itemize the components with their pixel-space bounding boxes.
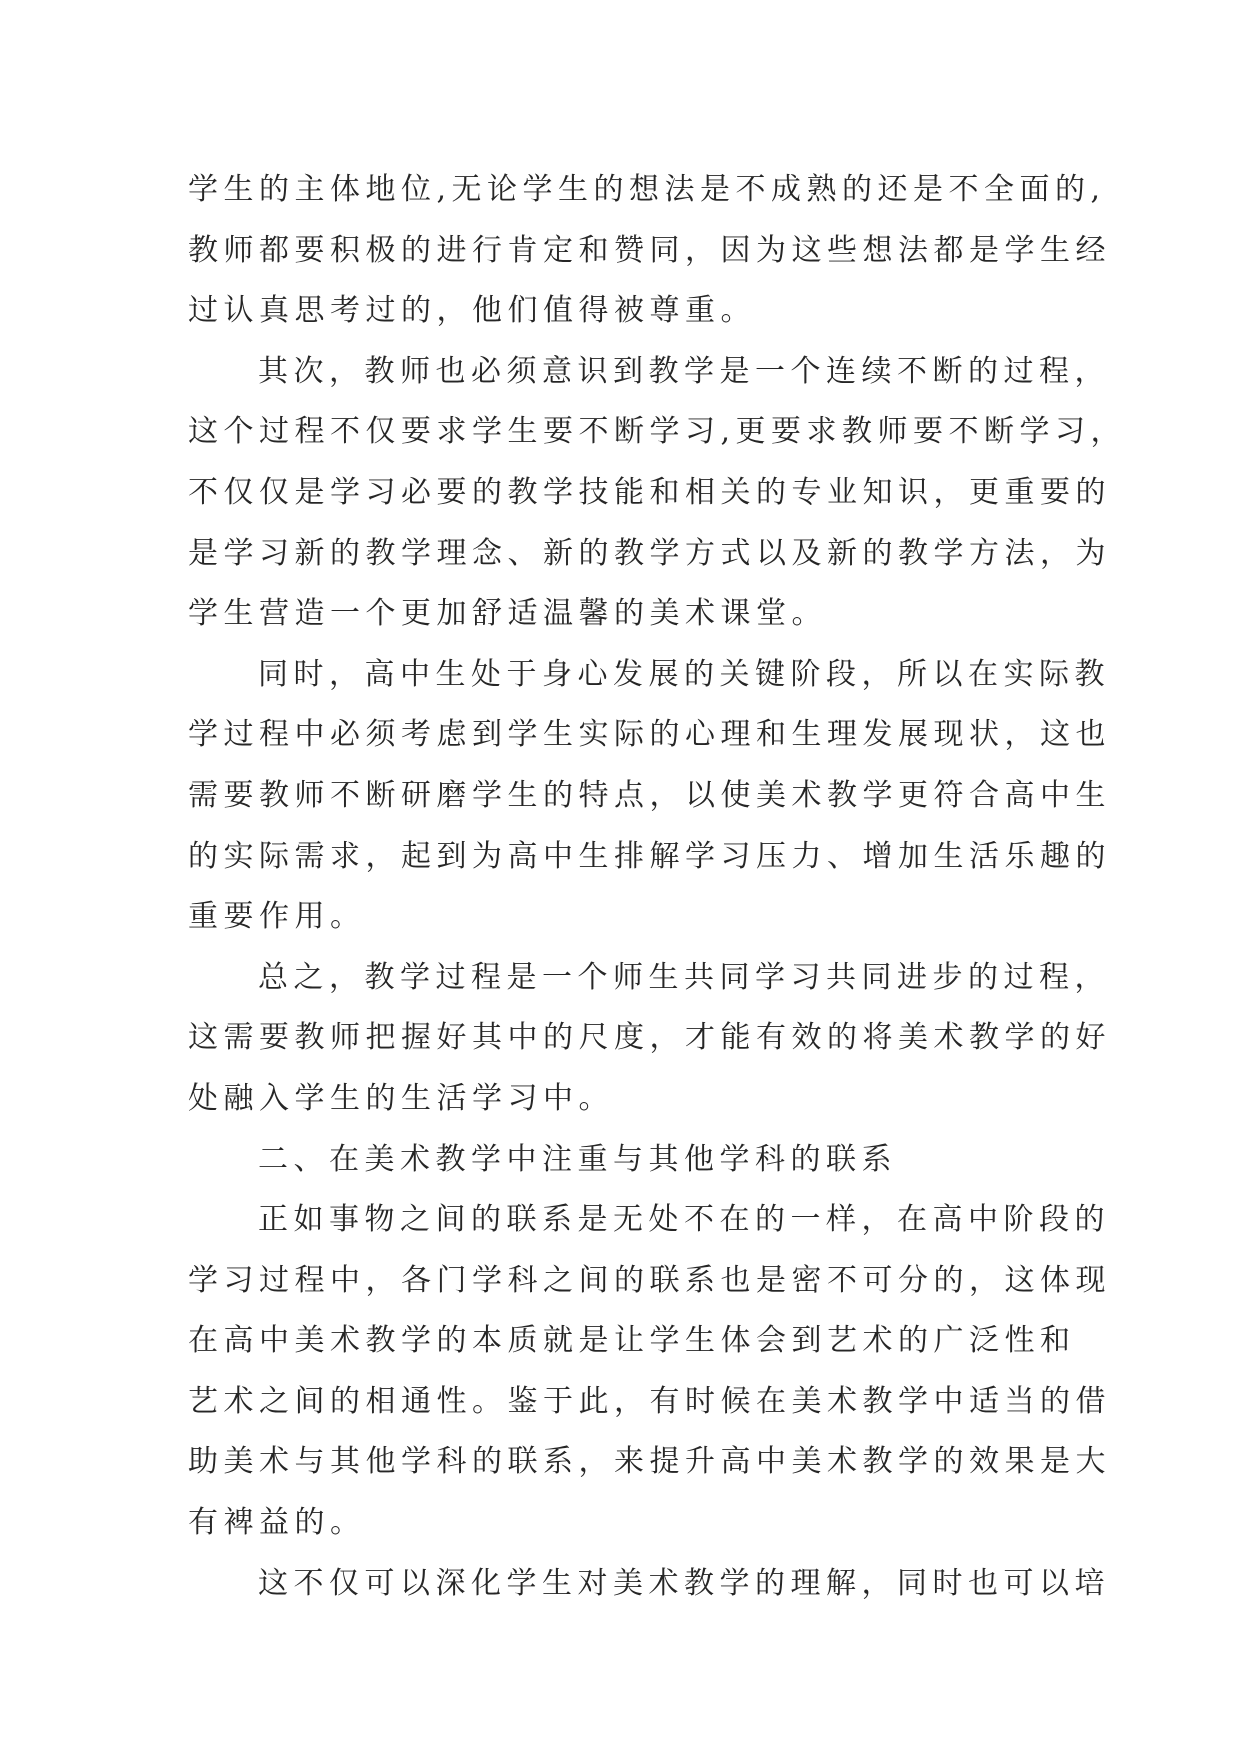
text-line: 在高中美术教学的本质就是让学生体会到艺术的广泛性和 xyxy=(188,1323,1076,1359)
text-line: 有裨益的。 xyxy=(188,1505,366,1541)
text-line: 这不仅可以深化学生对美术教学的理解，同时也可以培 xyxy=(258,1565,1110,1601)
text-line: 教师都要积极的进行肯定和赞同，因为这些想法都是学生经 xyxy=(188,232,1111,268)
text-line: 其次，教师也必须意识到教学是一个连续不断的过程， xyxy=(258,353,1110,389)
text-line: 重要作用。 xyxy=(188,899,366,935)
text-line: 学习过程中，各门学科之间的联系也是密不可分的，这体现 xyxy=(188,1262,1111,1298)
text-line: 过认真思考过的，他们值得被尊重。 xyxy=(188,293,756,329)
document-body xyxy=(188,160,1127,1614)
paragraph-continuation xyxy=(188,160,1111,342)
text-line: 学生的主体地位,无论学生的想法是不成熟的还是不全面的, xyxy=(188,172,1106,207)
paragraph-summary xyxy=(188,948,1111,1130)
paragraph-connection xyxy=(188,1190,1111,1554)
paragraph-final xyxy=(188,1554,1110,1615)
text-line: 处融入学生的生活学习中。 xyxy=(188,1080,614,1116)
paragraph-meanwhile xyxy=(188,645,1111,948)
text-line: 不仅仅是学习必要的教学技能和相关的专业知识，更重要的 xyxy=(188,474,1111,510)
paragraph-second xyxy=(188,342,1127,645)
text-line: 这需要教师把握好其中的尺度，才能有效的将美术教学的好 xyxy=(188,1020,1111,1056)
section-heading: 二、在美术教学中注重与其他学科的联系 xyxy=(258,1141,897,1177)
text-line: 艺术之间的相通性。鉴于此，有时候在美术教学中适当的借 xyxy=(188,1383,1111,1419)
text-line: 需要教师不断研磨学生的特点，以使美术教学更符合高中生 xyxy=(188,777,1111,813)
section-heading-two xyxy=(188,1130,1088,1191)
text-line: 学过程中必须考虑到学生实际的心理和生理发展现状，这也 xyxy=(188,717,1111,753)
text-line: 学生营造一个更加舒适温馨的美术课堂。 xyxy=(188,596,827,632)
text-line: 这个过程不仅要求学生要不断学习,更要求教师要不断学习， xyxy=(188,414,1127,450)
text-line: 的实际需求，起到为高中生排解学习压力、增加生活乐趣的 xyxy=(188,838,1111,874)
text-line: 正如事物之间的联系是无处不在的一样，在高中阶段的 xyxy=(258,1202,1110,1238)
text-line: 总之，教学过程是一个师生共同学习共同进步的过程， xyxy=(258,959,1110,995)
text-line: 是学习新的教学理念、新的教学方式以及新的教学方法，为 xyxy=(188,535,1111,571)
text-line: 同时，高中生处于身心发展的关键阶段，所以在实际教 xyxy=(258,656,1110,692)
text-line: 助美术与其他学科的联系，来提升高中美术教学的效果是大 xyxy=(188,1444,1111,1480)
